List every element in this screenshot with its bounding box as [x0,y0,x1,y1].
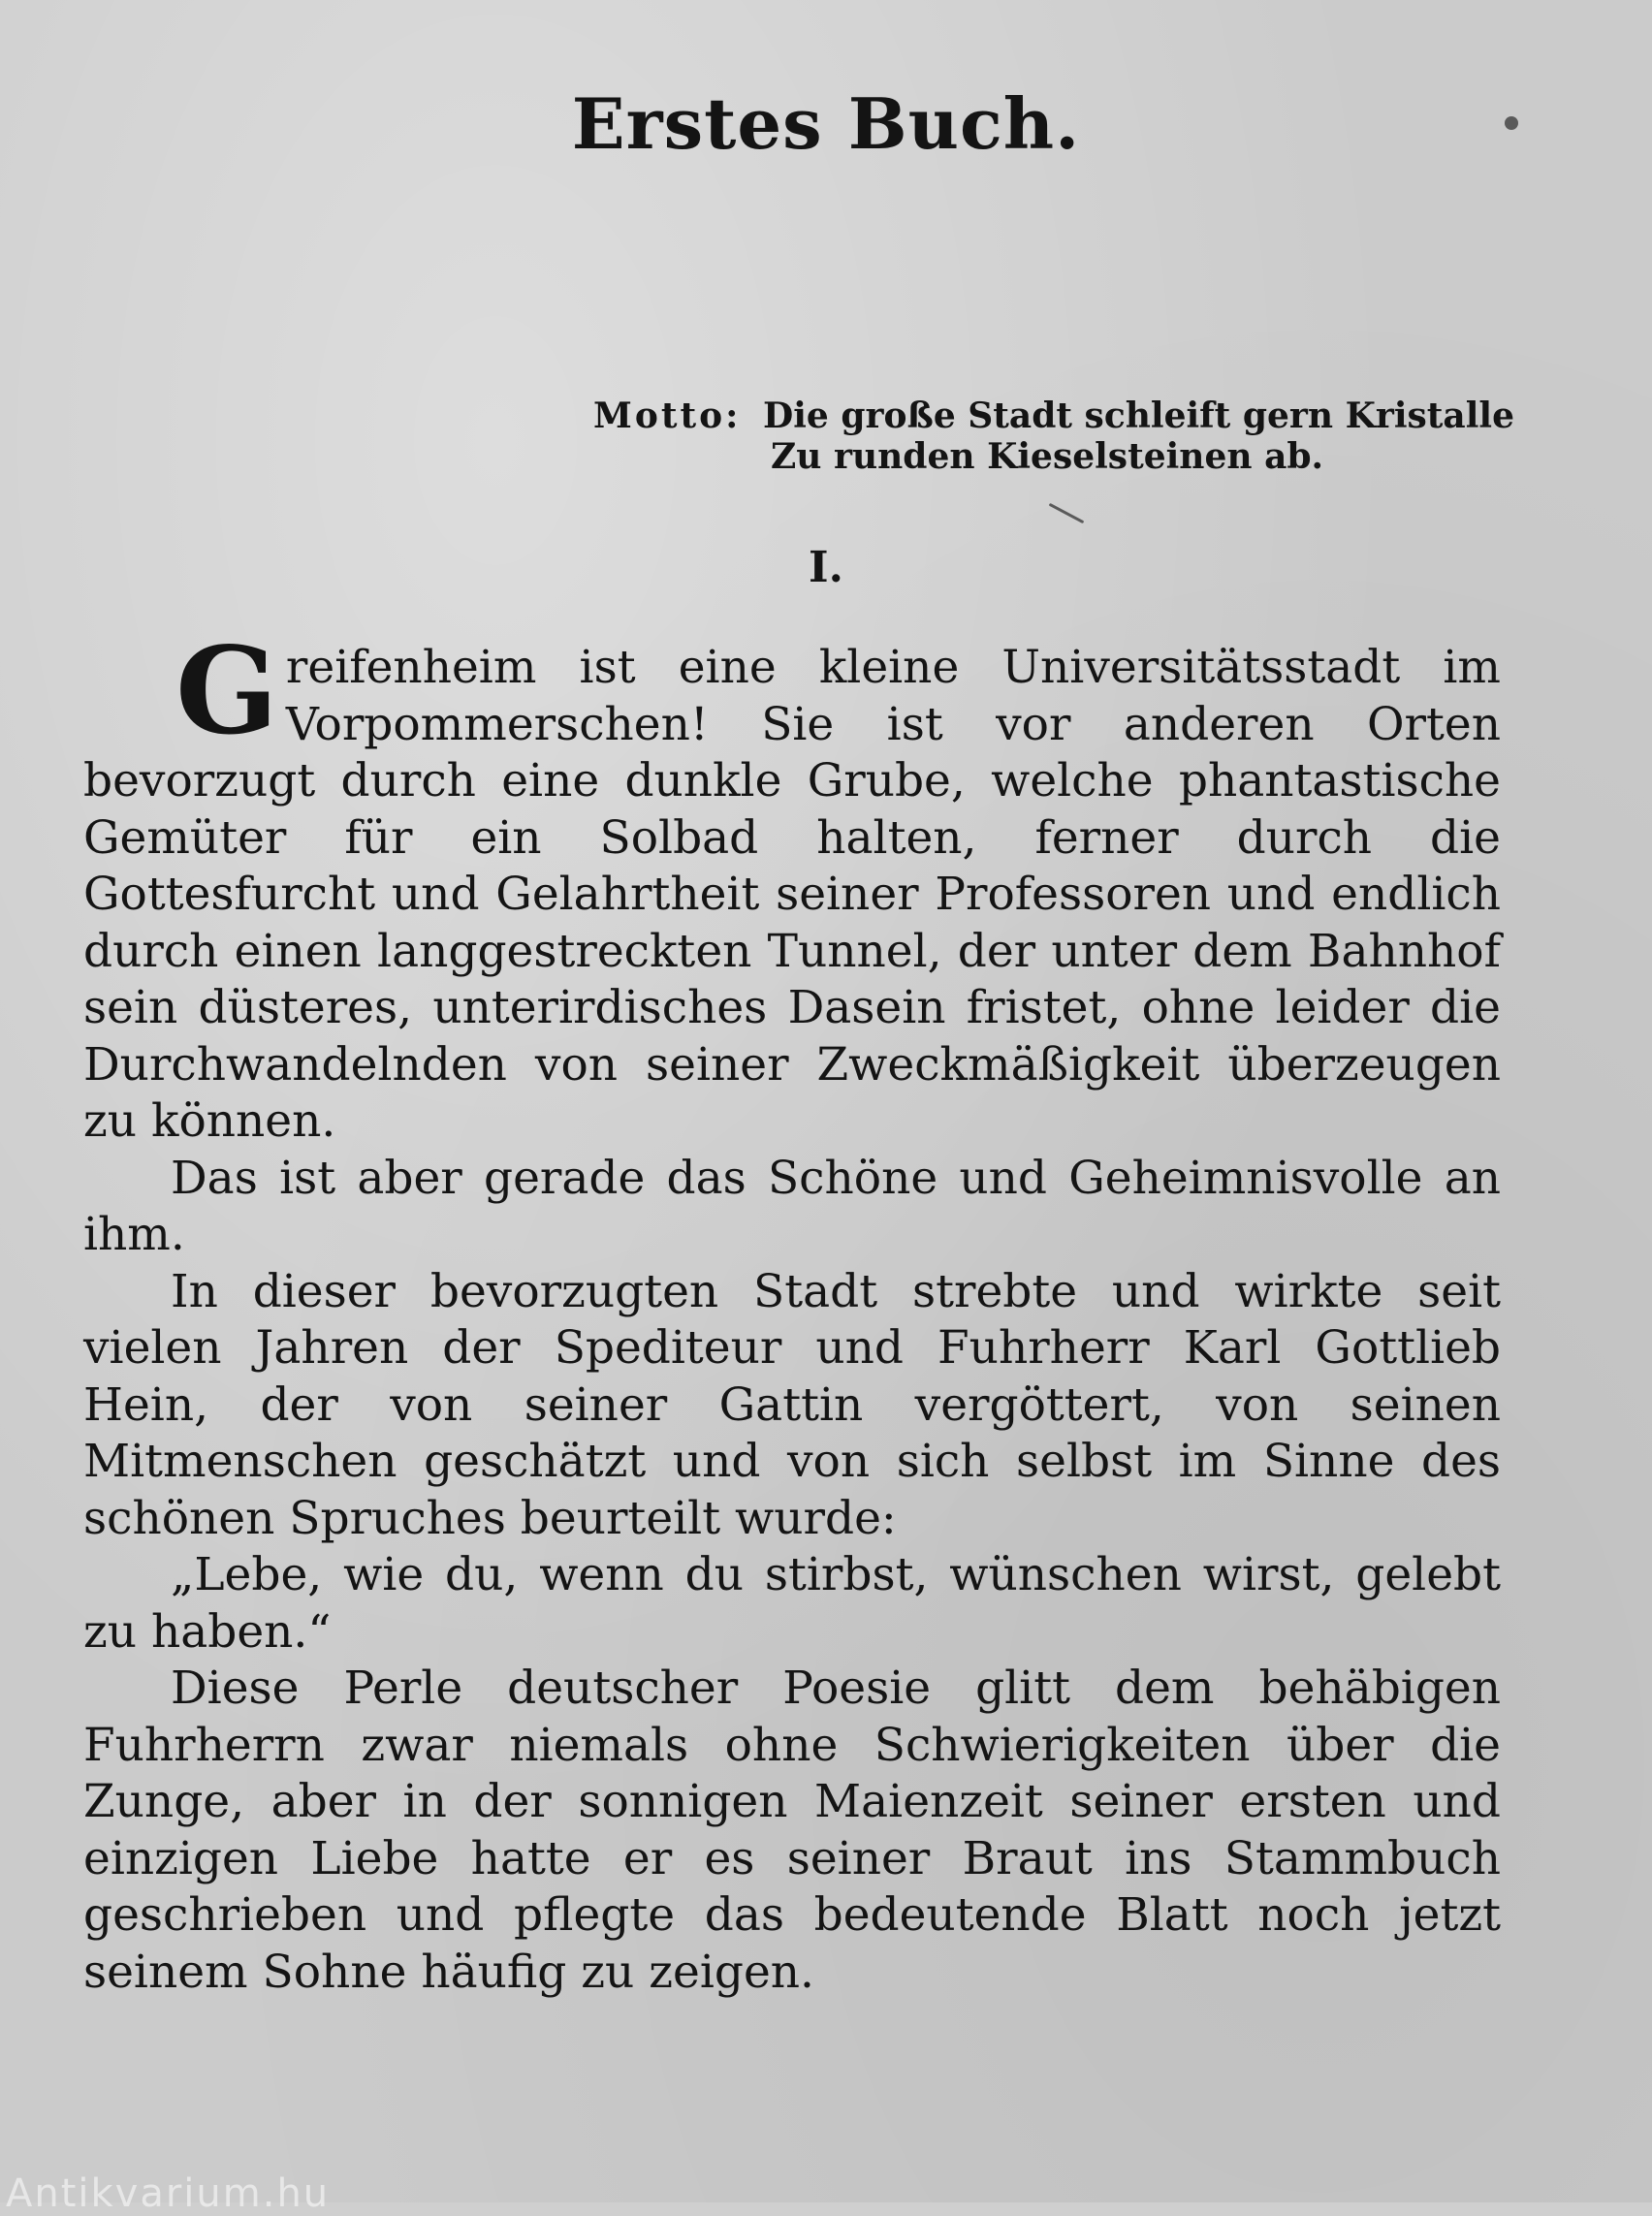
ink-speck [1049,503,1085,523]
book-title: Erstes Buch. [571,82,1081,165]
paragraph-1-text: reifenheim ist eine kleine Universitätsstadt im Vorpommerschen! Sie ist vor anderen Orten bevorzugt durch eine dunkle Grube, welche phantastische Gemüter für ein Solbad halten, ferner durch die Gottesfurcht und Gelahrtheit seiner Professoren und endlich durch einen langgestreckten Tunnel, der unter dem Bahnhof sein düsteres, unterirdisches Dasein fristet, ohne leider die Durchwandelnden von seiner Zweckmäßigkeit überzeugen zu können. [83,641,1501,1148]
motto-label: Motto: [593,396,742,436]
body-text [83,621,1501,2001]
watermark: Antikvarium.hu [6,2171,331,2216]
paragraph-3: In dieser bevorzugten Stadt strebte und wirkte seit vielen Jahren der Spediteur und Fuhrherr Karl Gottlieb Hein, der von seiner Gattin vergöttert, von seinen Mitmenschen geschätzt und von sich selbst im Sinne des schönen Spruches beurteilt wurde: [83,1264,1501,1545]
paragraph-2: Das ist aber gerade das Schöne und Geheimnisvolle an ihm. [83,1151,1501,1261]
motto-line-1: Die große Stadt schleift gern Kristalle [763,396,1514,436]
motto-line-2: Zu runden Kieselsteinen ab. [771,436,1324,477]
paragraph-1 [83,621,1501,1151]
motto [593,396,1563,477]
chapter-number: I. [809,543,843,592]
paragraph-5: Diese Perle deutscher Poesie glitt dem behäbigen Fuhrherrn zwar niemals ohne Schwierigkeiten über die Zunge, aber in der sonnigen Maienzeit seiner ersten und einzigen Liebe hatte er es seiner Braut ins Stammbuch geschrieben und pflegte das bedeutende Blatt noch jetzt seinem Sohne häufig zu zeigen. [83,1662,1501,1999]
drop-cap: G [175,621,278,762]
paragraph-4: „Lebe, wie du, wenn du stirbst, wünschen wirst, gelebt zu haben.“ [83,1548,1501,1659]
